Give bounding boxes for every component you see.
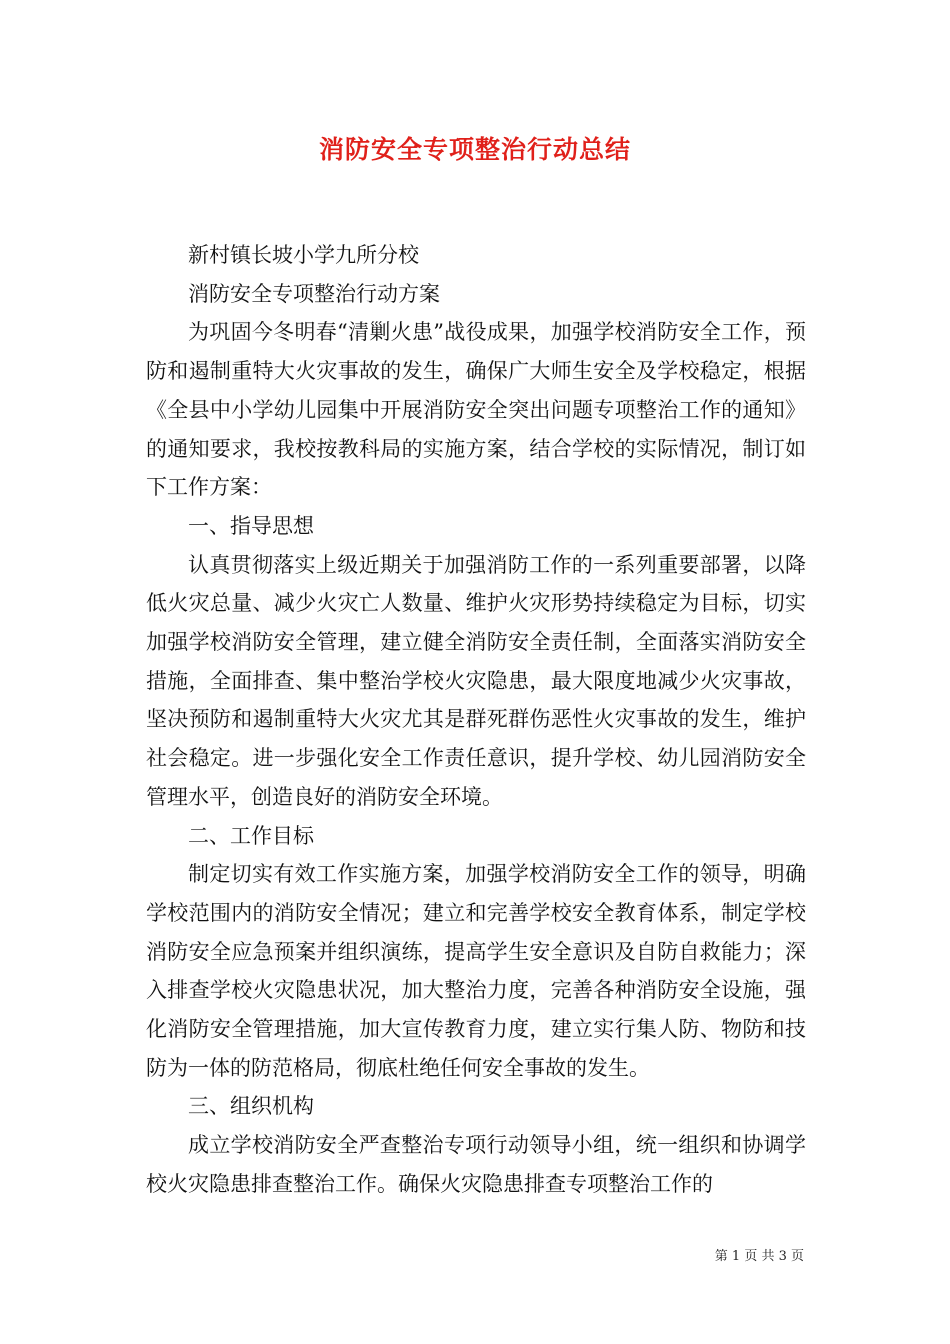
intro-paragraph: 为巩固今冬明春“清剿火患”战役成果，加强学校消防安全工作，预防和遏制重特大火灾事故的发生，确保广大师生安全及学校稳定，根据《全县中小学幼儿园集中开展消防安全突出问题专项整治工作的通知》的通知要求，我校按教科局的实施方案，结合学校的实际情况，制订如下工作方案： bbox=[146, 320, 806, 500]
section-heading-work-goals: 二、工作目标 bbox=[188, 823, 314, 848]
document-body bbox=[146, 236, 806, 1204]
section-heading-guiding-thought: 一、指导思想 bbox=[188, 513, 314, 538]
organization-paragraph: 成立学校消防安全严查整治专项行动领导小组，统一组织和协调学校火灾隐患排查整治工作。确保火灾隐患排查专项整治工作的 bbox=[146, 1133, 806, 1196]
page-title: 消防安全专项整治行动总结 bbox=[318, 135, 631, 164]
school-name-paragraph: 新村镇长坡小学九所分校 bbox=[188, 243, 419, 267]
work-goals-paragraph: 制定切实有效工作实施方案，加强学校消防安全工作的领导，明确学校范围内的消防安全情况；建立和完善学校安全教育体系，制定学校消防安全应急预案并组织演练，提高学生安全意识及自防自救能力；深入排查学校火灾隐患状况，加大整治力度，完善各种消防安全设施，强化消防安全管理措施，加大宣传教育力度，建立实行集人防、物防和技防为一体的防范格局，彻底杜绝任何安全事故的发生。 bbox=[146, 862, 806, 1080]
guiding-thought-paragraph: 认真贯彻落实上级近期关于加强消防工作的一系列重要部署，以降低火灾总量、减少火灾亡人数量、维护火灾形势持续稳定为目标，切实加强学校消防安全管理，建立健全消防安全责任制，全面落实消防安全措施，全面排查、集中整治学校火灾隐患，最大限度地减少火灾事故，坚决预防和遏制重特大火灾尤其是群死群伤恶性火灾事故的发生，维护社会稳定。进一步强化安全工作责任意识，提升学校、幼儿园消防安全管理水平，创造良好的消防安全环境。 bbox=[146, 552, 806, 809]
plan-title-paragraph: 消防安全专项整治行动方案 bbox=[188, 281, 440, 306]
section-heading-organization: 三、组织机构 bbox=[188, 1094, 314, 1119]
page-number: 第 1 页 共 3 页 bbox=[714, 1249, 804, 1264]
